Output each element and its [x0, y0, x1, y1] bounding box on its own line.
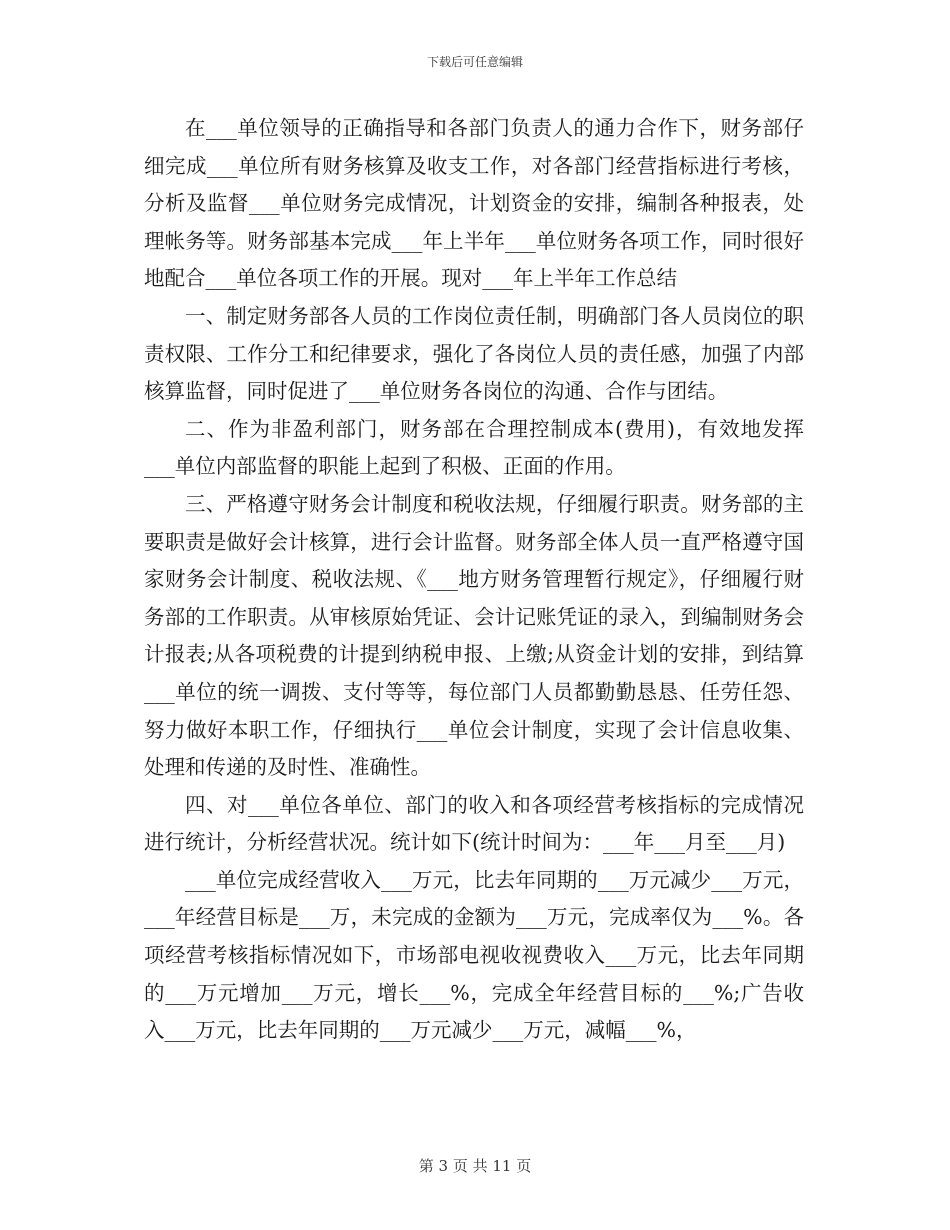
document-body: [144, 110, 804, 1050]
page-header-note: 下载后可任意编辑: [426, 55, 523, 69]
paragraph-statistics: ___单位完成经营收入___万元，比去年同期的___万元减少___万元，___年经营目标是___万，未完成的金额为___万元，完成率仅为___%。各项经营考核指标情况如下，市场部电视收视费收入___万元，比去年同期的___万元增加___万元，增长___%，完成全年经营目标的___%;广告收入___万元，比去年同期的___万元减少___万元，减幅___%，: [144, 867, 804, 1043]
page-number: 第 3 页 共 11 页: [418, 1157, 532, 1175]
paragraph-item-4: 四、对___单位各单位、部门的收入和各项经营考核指标的完成情况进行统计，分析经营状况。统计如下(统计时间为：___年___月至___月): [144, 792, 804, 855]
paragraph-item-2: 二、作为非盈利部门，财务部在合理控制成本(费用)，有效地发挥___单位内部监督的职能上起到了积极、正面的作用。: [144, 416, 804, 479]
paragraph-item-3: 三、严格遵守财务会计制度和税收法规，仔细履行职责。财务部的主要职责是做好会计核算，进行会计监督。财务部全体人员一直严格遵守国家财务会计制度、税收法规、《___地方财务管理暂行规定》，仔细履行财务部的工作职责。从审核原始凭证、会计记账凭证的录入，到编制财务会计报表;从各项税费的计提到纳税申报、上缴;从资金计划的安排，到结算___单位的统一调拨、支付等等，每位部门人员都勤勤恳恳、任劳任怨、努力做好本职工作，仔细执行___单位会计制度，实现了会计信息收集、处理和传递的及时性、准确性。: [144, 491, 804, 780]
paragraph-intro: 在___单位领导的正确指导和各部门负责人的通力合作下，财务部仔细完成___单位所有财务核算及收支工作，对各部门经营指标进行考核，分析及监督___单位财务完成情况，计划资金的安排，编制各种报表，处理帐务等。财务部基本完成___年上半年___单位财务各项工作，同时很好地配合___单位各项工作的开展。现对___年上半年工作总结: [144, 116, 804, 291]
paragraph-item-1: 一、制定财务部各人员的工作岗位责任制，明确部门各人员岗位的职责权限、工作分工和纪律要求，强化了各岗位人员的责任感，加强了内部核算监督，同时促进了___单位财务各岗位的沟通、合作与团结。: [144, 303, 804, 404]
